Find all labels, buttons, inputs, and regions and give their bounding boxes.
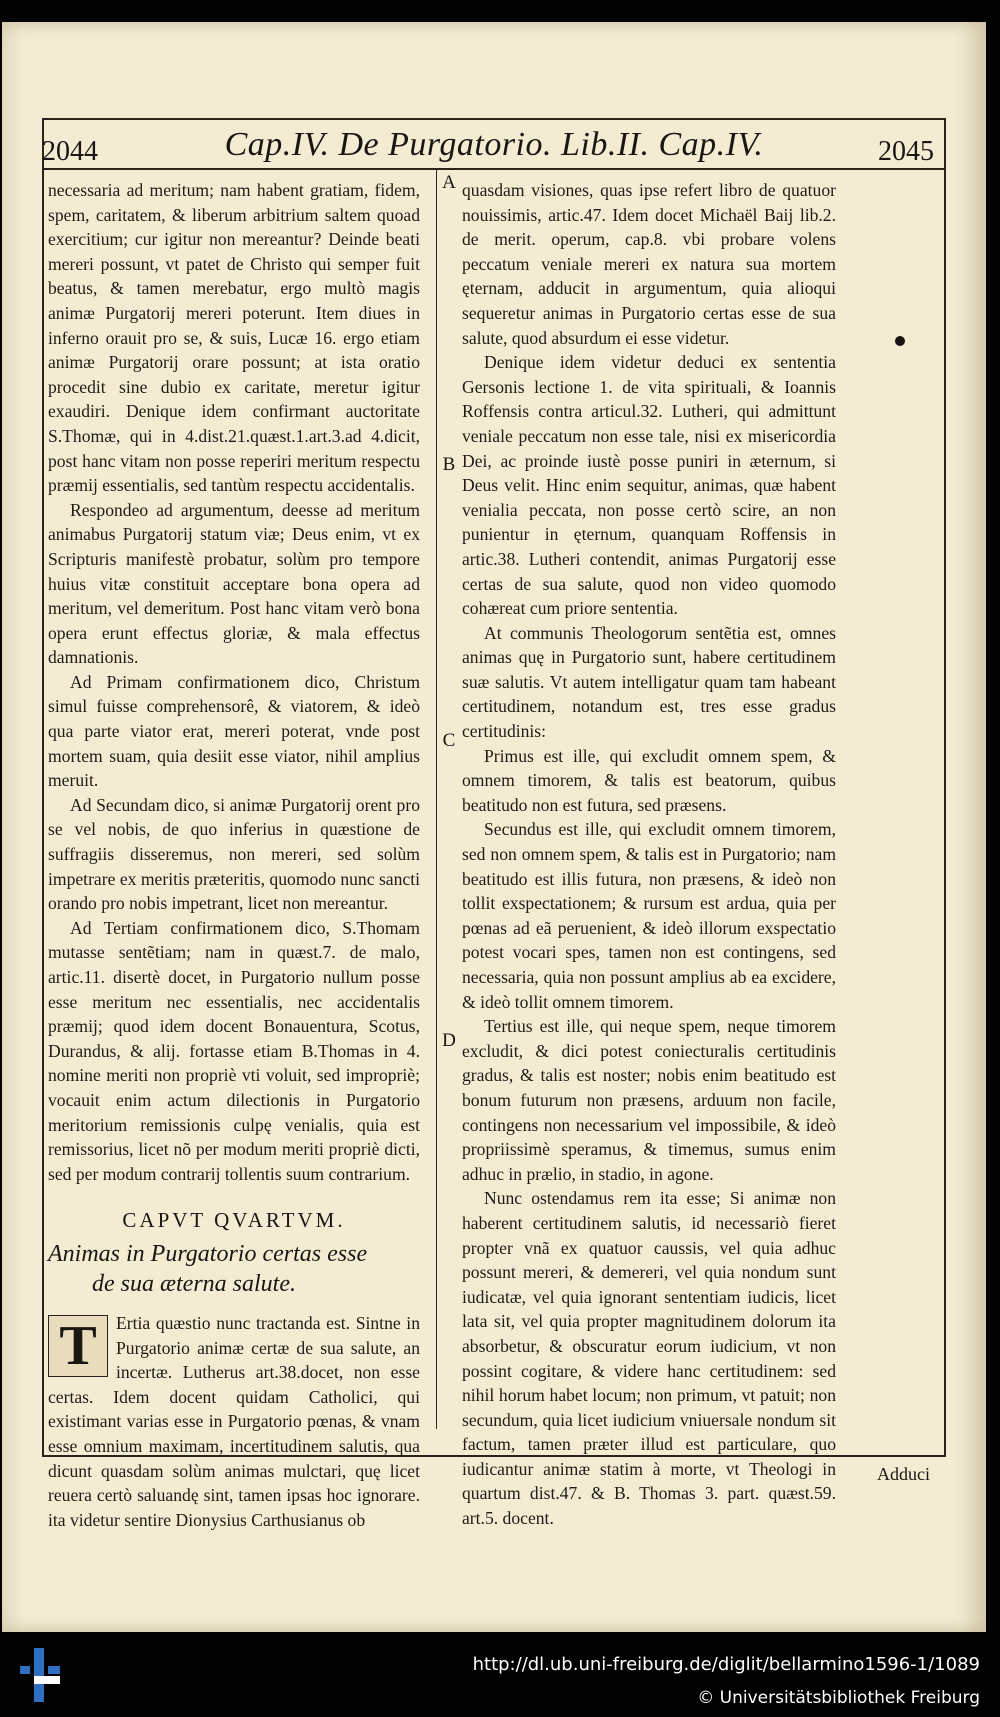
margin-mark-d: D (442, 1030, 456, 1051)
left-column (48, 178, 420, 1532)
copyright-notice: © Universitätsbibliothek Freiburg (697, 1688, 980, 1708)
margin-mark-b: B (442, 454, 456, 475)
paragraph: Denique idem videtur deduci ex sententia Gersonis lectione 1. de vita spirituali, & Ioannis Roffensis contra articul.32. Lutheri, qui admittunt veniale peccatum non esse tale, nisi ex misericordia Dei, ac proinde iustè posse puniri in æternum, si Deus velit. Hinc enim sequitur, animas, quæ habent venialia peccata, non posse certò scire, an non punientur in ęternum, quanquam Roffensis in artic.38. Lutheri contendit, animas Purgatorij esse certas de sua salute, quod non video quomodo cohæreat cum priore sententia. (462, 352, 836, 619)
chapter-subtitle (48, 1239, 420, 1299)
catchword: Adduci (877, 1464, 930, 1484)
page-number-right: 2045 (878, 136, 934, 167)
source-url-link[interactable]: http://dl.ub.uni-freiburg.de/diglit/bellarmino1596-1/1089 (472, 1654, 980, 1675)
paragraph: Ad Primam confirmationem dico, Christum simul fuisse comprehensorê, & viatorem, & ideò qua parte viator erat, mereri poterat, vnde post mortem suam, quia desiit esse viator, nihil amplius meruit. (48, 671, 420, 791)
book-page (2, 22, 986, 1632)
paragraph: Ad Secundam dico, si animæ Purgatorij orent pro se vel nobis, de quo inferius in quæstione de suffragiis disseremus, non mereri, sed solùm impetrare ex meritis præteritis, quomodo nunc sancti orando pro nobis impetrant, licet non mereantur. (48, 794, 420, 914)
paragraph: necessaria ad meritum; nam habent gratiam, fidem, spem, caritatem, & liberum arbitrium saltem quoad exercitium; cur igitur non mereantur? Deinde beati mereri possunt, vt patet de Christo qui semper fuit beatus, & tamen merebatur, ergo multò magis animæ Purgatorij mereri poterunt. Item diues in inferno orauit pro se, & suis, Lucæ 16. ergo etiam animæ Purgatorij orare possunt; at ista oratio procedit sine dubio ex caritate, meretur igitur exaudiri. Denique idem confirmant auctoritate S.Thomæ, qui in 4.dist.21.quæst.1.art.3.ad 4.dicit, post hanc vitam non posse reperiri meritum respectu præmij essentialis, sed tantùm respectu accidentalis. (48, 180, 420, 496)
paragraph: quasdam visiones, quas ipse refert libro de quatuor nouissimis, artic.47. Idem docet Michaël Baij lib.2. de merit. operum, cap.8. vbi probare volens peccatum veniale mereri ex natura sua mortem ęternam, adducit in argumentum, quia alioqui sequeretur animas in Purgatorio certas esse de sua salute, quod absurdum ei esse videtur. (462, 180, 836, 348)
right-column (462, 178, 836, 1531)
drop-cap-initial: T (48, 1315, 108, 1377)
margin-mark-a: A (442, 172, 456, 193)
text-frame (42, 118, 946, 1530)
chapter-subtitle-line: Animas in Purgatorio certas esse (48, 1240, 368, 1267)
page-number-left: 2044 (42, 136, 98, 167)
paragraph: Ad Tertiam confirmationem dico, S.Thomam mutasse sentẽtiam; nam in quæst.7. de malo, artic.11. disertè docet, in Purgatorio nullum posse esse meritum nec essentialis, nec accidentalis præmij; quod idem docent Bonauentura, Scotus, Durandus, & alij. fortasse etiam B.Thomas in 4. nomine meriti non propriè vti voluit, sed impropriè; vocauit enim actum dilectionis in Purgatorio meritorium remissionis culpę venialis, quia est remissorius, licet nõ per modum meriti propriè dicti, sed per modum contrarij tollentis suum contrarium. (48, 917, 420, 1184)
chapter-subtitle-line: de sua æterna salute. (92, 1270, 296, 1297)
paragraph: Ertia quæstio nunc tractanda est. Sintne in Purgatorio animæ certæ de sua salute, an incertæ. Lutherus art.38.docet, non esse certas. Idem docent quidam Catholici, qui existimant varias esse in Purgatorio pœnas, & vnam esse omnium maximam, incertitudinem salutis, qua dicunt quasdam solùm animas mulctari, quę licet reuera certò saluandę sint, tamen ipsas hoc ignorare. ita videtur sentire Dionysius Carthusianus ob (48, 1312, 420, 1530)
paragraph: Primus est ille, qui excludit omnem spem, & omnem timorem, & talis est beatorum, quibus beatitudo non est futura, sed præsens. (462, 745, 836, 815)
paragraph: Secundus est ille, qui excludit omnem timorem, sed non omnem spem, & talis est in Purgatorio; nam beatitudo est illis futura, non præsens, & ideò non tollit exspectationem; & rursum est ardua, quia per pœnas ad eã peruenient, & ideò illorum exspectatio potest vocari spes, tamen non est contingens, sed necessaria, quia non possunt amplius ab ea excidere, & ideò tollit omnem timorem. (462, 819, 836, 1012)
paragraph: Respondeo ad argumentum, deesse ad meritum animabus Purgatorij statum viæ; Deus enim, vt ex Scripturis manifestè probatur, solùm pro tempore huius vitæ constituit acceptare bona opera ad meritum, vel demeritum. Post hanc vitam verò bona opera erunt effectus gloriæ, & mala effectus damnationis. (48, 499, 420, 668)
opening-paragraph (48, 1311, 420, 1532)
margin-mark-c: C (442, 730, 456, 751)
paragraph: At communis Theologorum sentẽtia est, omnes animas quę in Purgatorio sunt, habere certitudinem suæ salutis. Vt autem intelligatur quam tam habeant certitudinem, notandum est, tres esse gradus certitudinis: (462, 622, 836, 742)
chapter-title: CAPVT QVARTVM. (122, 1208, 346, 1233)
column-divider (436, 170, 437, 1429)
university-logo-icon (18, 1642, 64, 1708)
paragraph: Tertius est ille, qui neque spem, neque timorem excludit, & dici potest coniecturalis certitudinis gradus, & talis est noster; nobis enim beatitudo est bonum futurum non præsens, arduum non facile, contingens non necessarium vel impossibile, & ideò propriissimè speramus, & timemus, sumus enim adhuc in prælio, in stadio, in agone. (462, 1016, 836, 1184)
page-header (44, 120, 944, 170)
running-title: Cap.IV. De Purgatorio. Lib.II. Cap.IV. (224, 126, 764, 163)
paragraph: Nunc ostendamus rem ita esse; Si animæ non haberent certitudinem salutis, id necessariò fieret propter vnã ex quatuor caussis, vel quia adhuc possunt mereri, & demereri, vel quia nondum sunt iudicatæ, vel quia ignorant sententiam iudicis, licet lata sit, vel quia propter magnitudinem dolorum ita absorbetur, & obscuratur eorum iudicium, vt non possint cogitare, & videre hanc certitudinem: sed nihil horum habet locum; non primum, vt patuit; non secundum, quia licet iudicium vniuersale nondum sit factum, tamen præter illud est particulare, quo iudicantur animæ statim à morte, vt Theologi in quartum dist.47. & B. Thomas 3. part. quæst.59. art.5. docent. (462, 1188, 836, 1529)
